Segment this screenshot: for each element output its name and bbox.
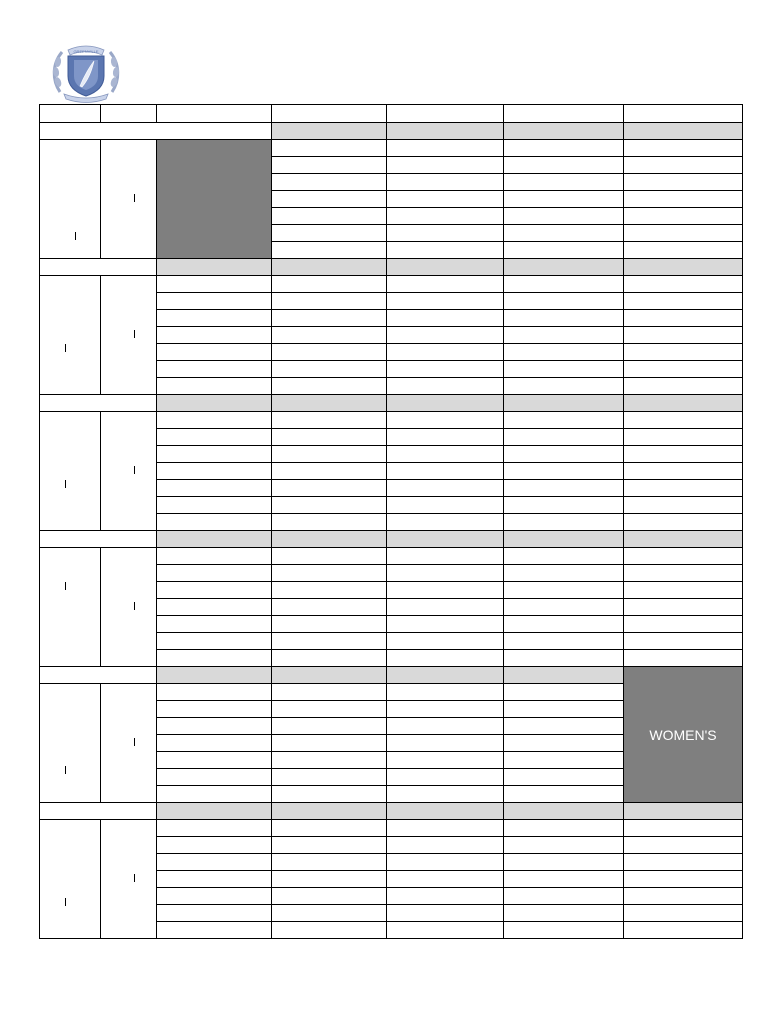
section-header-cell — [387, 803, 504, 820]
cell — [272, 157, 387, 174]
cell — [272, 582, 387, 599]
section-header-cell — [624, 531, 743, 548]
cell — [272, 854, 387, 871]
cell — [387, 735, 504, 752]
schedule-table — [39, 104, 743, 939]
cell — [504, 854, 624, 871]
cell — [272, 684, 387, 701]
cell — [504, 514, 624, 531]
group-cell — [40, 684, 101, 803]
section-header-cell — [387, 531, 504, 548]
table-row — [40, 820, 743, 837]
cell — [624, 327, 743, 344]
cell — [272, 922, 387, 939]
cell — [624, 599, 743, 616]
table-row — [40, 140, 743, 157]
cell — [387, 327, 504, 344]
cell — [157, 582, 272, 599]
section-header-cell — [272, 531, 387, 548]
cell — [272, 412, 387, 429]
block-label-row — [40, 531, 743, 548]
group-cell — [40, 140, 101, 259]
cell — [624, 854, 743, 871]
womens-label: WOMEN'S — [649, 726, 717, 743]
cell — [624, 565, 743, 582]
cell — [387, 752, 504, 769]
subgroup-cell — [101, 276, 157, 395]
section-header-cell — [504, 259, 624, 276]
cell — [504, 157, 624, 174]
tick-mark — [134, 738, 135, 746]
cell — [504, 701, 624, 718]
cell — [387, 446, 504, 463]
section-header-cell — [157, 667, 272, 684]
cell — [504, 769, 624, 786]
cell — [624, 837, 743, 854]
cell — [504, 922, 624, 939]
cell — [157, 888, 272, 905]
section-header-cell — [272, 123, 387, 140]
section-header-cell — [387, 395, 504, 412]
cell — [387, 497, 504, 514]
tick-mark — [75, 232, 76, 240]
cell — [387, 293, 504, 310]
cell — [624, 157, 743, 174]
cell — [624, 344, 743, 361]
cell — [157, 769, 272, 786]
cell — [504, 327, 624, 344]
cell — [387, 565, 504, 582]
cell — [624, 293, 743, 310]
cell — [387, 429, 504, 446]
cell — [157, 837, 272, 854]
cell — [504, 378, 624, 395]
cell — [624, 429, 743, 446]
cell — [387, 412, 504, 429]
cell — [387, 582, 504, 599]
cell — [157, 684, 272, 701]
cell — [272, 480, 387, 497]
tick-mark — [65, 582, 66, 590]
cell — [272, 735, 387, 752]
cell — [504, 191, 624, 208]
cell — [624, 378, 743, 395]
cell — [272, 344, 387, 361]
cell — [504, 361, 624, 378]
cell — [157, 565, 272, 582]
cell — [624, 174, 743, 191]
cell — [272, 871, 387, 888]
cell — [272, 769, 387, 786]
cell — [387, 837, 504, 854]
cell — [272, 650, 387, 667]
cell — [387, 888, 504, 905]
cell — [157, 735, 272, 752]
section-header-cell — [624, 123, 743, 140]
section-header-cell — [504, 123, 624, 140]
cell — [272, 191, 387, 208]
group-cell — [40, 820, 101, 939]
cell — [272, 429, 387, 446]
cell — [504, 820, 624, 837]
cell — [624, 480, 743, 497]
header-cell — [157, 105, 272, 123]
tick-mark — [65, 344, 66, 352]
section-header-cell — [504, 803, 624, 820]
cell — [157, 497, 272, 514]
cell — [157, 344, 272, 361]
cell — [157, 378, 272, 395]
cell — [387, 633, 504, 650]
subgroup-cell — [101, 412, 157, 531]
cell — [387, 718, 504, 735]
group-cell — [40, 548, 101, 667]
section-header-cell — [504, 531, 624, 548]
cell — [272, 786, 387, 803]
tick-mark — [65, 480, 66, 488]
cell — [504, 310, 624, 327]
section-header-cell — [157, 803, 272, 820]
cell — [504, 174, 624, 191]
cell — [387, 514, 504, 531]
tick-mark — [134, 466, 135, 474]
cell — [624, 633, 743, 650]
table-row — [40, 412, 743, 429]
cell — [387, 378, 504, 395]
cell — [624, 463, 743, 480]
cell — [504, 650, 624, 667]
cell — [272, 276, 387, 293]
block-label-cell — [40, 395, 157, 412]
tick-mark — [134, 602, 135, 610]
cell — [157, 327, 272, 344]
cell — [272, 446, 387, 463]
section-header-cell — [272, 395, 387, 412]
cell — [157, 276, 272, 293]
cell — [624, 888, 743, 905]
cell — [624, 514, 743, 531]
cell — [504, 888, 624, 905]
cell — [504, 140, 624, 157]
cell — [157, 412, 272, 429]
cell — [504, 497, 624, 514]
cell — [272, 633, 387, 650]
section-header-cell — [272, 803, 387, 820]
section-header-cell — [504, 667, 624, 684]
header-cell — [387, 105, 504, 123]
cell — [504, 786, 624, 803]
cell — [504, 548, 624, 565]
cell — [387, 786, 504, 803]
cell — [504, 412, 624, 429]
cell — [624, 276, 743, 293]
cell — [157, 514, 272, 531]
cell — [624, 548, 743, 565]
section-header-cell — [624, 395, 743, 412]
cell — [624, 310, 743, 327]
cell — [157, 293, 272, 310]
cell — [504, 616, 624, 633]
subgroup-cell — [101, 684, 157, 803]
cell — [624, 905, 743, 922]
cell — [504, 565, 624, 582]
cell — [157, 820, 272, 837]
cell — [624, 208, 743, 225]
tick-mark — [134, 874, 135, 882]
cell — [157, 446, 272, 463]
header-cell — [504, 105, 624, 123]
blocked-cell — [157, 140, 272, 259]
cell — [387, 922, 504, 939]
block-label-cell — [40, 667, 157, 684]
cell — [624, 242, 743, 259]
cell — [504, 463, 624, 480]
block-label-cell — [40, 123, 272, 140]
block-label-row — [40, 667, 743, 684]
cell — [624, 922, 743, 939]
cell — [624, 446, 743, 463]
cell — [387, 361, 504, 378]
header-cell — [101, 105, 157, 123]
cell — [272, 242, 387, 259]
section-header-cell — [157, 259, 272, 276]
header-cell — [272, 105, 387, 123]
cell — [272, 497, 387, 514]
cell — [504, 871, 624, 888]
cell — [504, 582, 624, 599]
cell — [157, 871, 272, 888]
cell — [504, 276, 624, 293]
group-cell — [40, 412, 101, 531]
section-header-cell — [387, 123, 504, 140]
cell — [504, 344, 624, 361]
cell — [272, 140, 387, 157]
cell — [387, 871, 504, 888]
cell — [157, 905, 272, 922]
cell — [157, 616, 272, 633]
cell — [387, 599, 504, 616]
section-header-cell — [504, 395, 624, 412]
cell — [272, 174, 387, 191]
crest-banner-text: GREENVILLE — [73, 49, 99, 54]
cell — [504, 242, 624, 259]
tick-mark — [134, 194, 135, 202]
block-label-row — [40, 803, 743, 820]
cell — [387, 242, 504, 259]
cell — [504, 599, 624, 616]
block-label-cell — [40, 531, 157, 548]
cell — [157, 429, 272, 446]
cell — [387, 344, 504, 361]
cell — [504, 905, 624, 922]
table-row — [40, 276, 743, 293]
section-header-cell — [624, 803, 743, 820]
cell — [624, 650, 743, 667]
cell — [272, 514, 387, 531]
cell — [272, 565, 387, 582]
cell — [624, 582, 743, 599]
cell — [272, 208, 387, 225]
section-header-cell — [157, 395, 272, 412]
cell — [387, 157, 504, 174]
cell — [504, 480, 624, 497]
cell — [387, 684, 504, 701]
womens-highlight-cell — [624, 667, 743, 803]
cell — [157, 922, 272, 939]
cell — [157, 718, 272, 735]
cell — [272, 361, 387, 378]
cell — [387, 310, 504, 327]
tick-mark — [65, 898, 66, 906]
cell — [157, 633, 272, 650]
section-header-cell — [272, 667, 387, 684]
section-header-cell — [387, 259, 504, 276]
cell — [272, 837, 387, 854]
block-label-cell — [40, 803, 157, 820]
cell — [504, 429, 624, 446]
block-label-row — [40, 259, 743, 276]
cell — [504, 684, 624, 701]
cell — [387, 548, 504, 565]
cell — [504, 718, 624, 735]
cell — [157, 480, 272, 497]
cell — [157, 854, 272, 871]
section-header-cell — [624, 259, 743, 276]
block-label-row — [40, 395, 743, 412]
group-cell — [40, 276, 101, 395]
cell — [272, 327, 387, 344]
cell — [504, 735, 624, 752]
table-header-row — [40, 105, 743, 123]
cell — [624, 497, 743, 514]
cell — [387, 208, 504, 225]
cell — [272, 548, 387, 565]
cell — [157, 650, 272, 667]
cell — [387, 140, 504, 157]
header-cell — [40, 105, 101, 123]
cell — [387, 701, 504, 718]
cell — [624, 871, 743, 888]
cell — [624, 140, 743, 157]
section-header-cell — [157, 531, 272, 548]
cell — [387, 820, 504, 837]
cell — [387, 276, 504, 293]
cell — [272, 718, 387, 735]
cell — [387, 480, 504, 497]
cell — [272, 225, 387, 242]
cell — [387, 191, 504, 208]
cell — [504, 225, 624, 242]
cell — [157, 548, 272, 565]
cell — [272, 293, 387, 310]
cell — [387, 225, 504, 242]
cell — [387, 616, 504, 633]
cell — [624, 225, 743, 242]
cell — [272, 888, 387, 905]
cell — [157, 701, 272, 718]
cell — [157, 463, 272, 480]
section-header-cell — [272, 259, 387, 276]
cell — [387, 769, 504, 786]
cell — [272, 701, 387, 718]
cell — [157, 599, 272, 616]
cell — [157, 786, 272, 803]
tick-mark — [65, 766, 66, 774]
subgroup-cell — [101, 820, 157, 939]
header-cell — [624, 105, 743, 123]
block-label-row — [40, 123, 743, 140]
cell — [387, 650, 504, 667]
school-crest-logo — [50, 42, 122, 104]
cell — [157, 752, 272, 769]
cell — [624, 820, 743, 837]
cell — [387, 174, 504, 191]
block-label-cell — [40, 259, 157, 276]
cell — [272, 905, 387, 922]
cell — [157, 310, 272, 327]
cell — [504, 446, 624, 463]
cell — [504, 837, 624, 854]
subgroup-cell — [101, 548, 157, 667]
tick-mark — [134, 330, 135, 338]
cell — [272, 378, 387, 395]
cell — [272, 463, 387, 480]
cell — [272, 752, 387, 769]
cell — [624, 191, 743, 208]
cell — [504, 208, 624, 225]
cell — [387, 854, 504, 871]
cell — [624, 361, 743, 378]
cell — [504, 633, 624, 650]
cell — [387, 905, 504, 922]
cell — [624, 412, 743, 429]
section-header-cell — [387, 667, 504, 684]
cell — [387, 463, 504, 480]
cell — [272, 310, 387, 327]
cell — [272, 820, 387, 837]
cell — [624, 616, 743, 633]
cell — [504, 752, 624, 769]
cell — [157, 361, 272, 378]
cell — [504, 293, 624, 310]
cell — [272, 616, 387, 633]
table-row — [40, 548, 743, 565]
subgroup-cell — [101, 140, 157, 259]
cell — [272, 599, 387, 616]
